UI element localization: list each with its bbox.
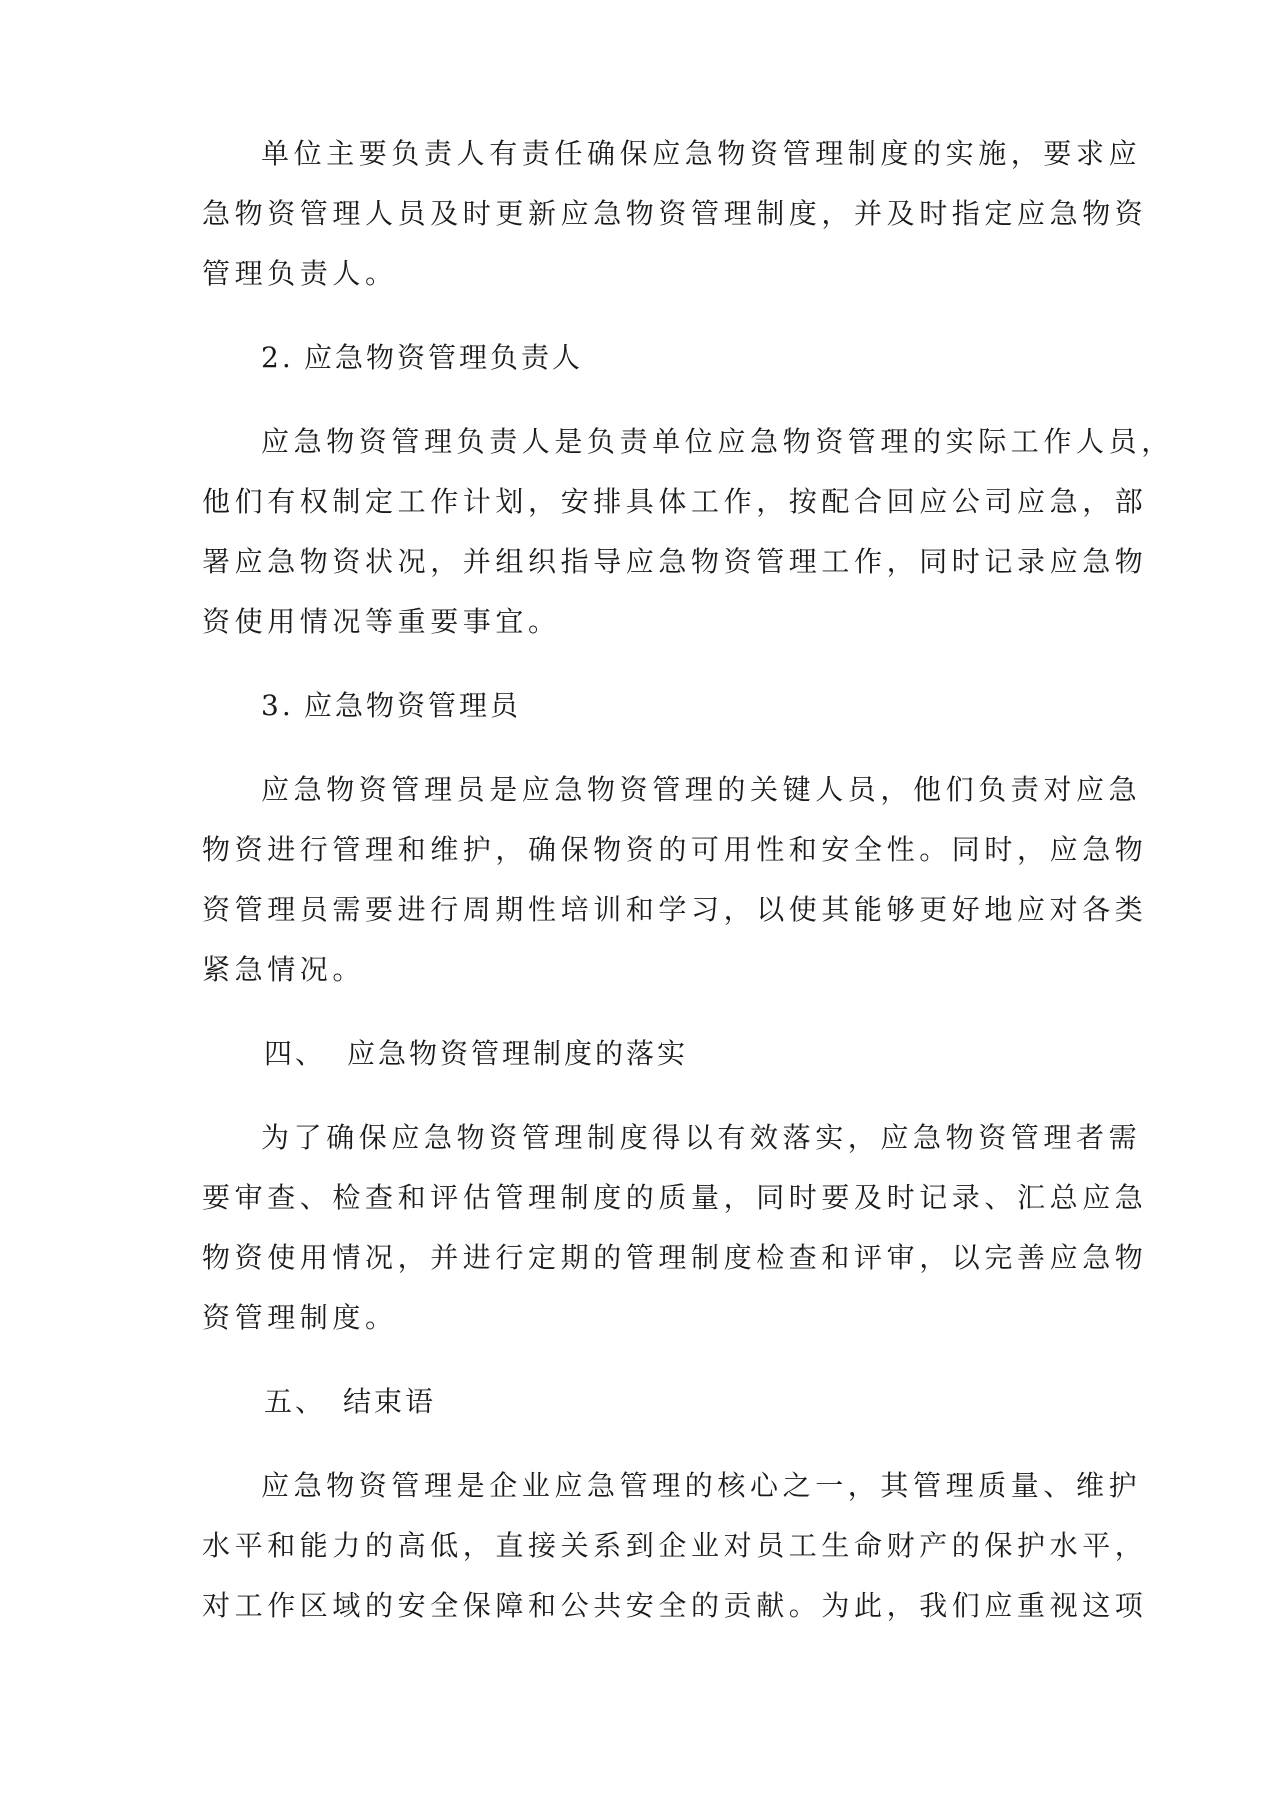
paragraph-2-line-2: 他们有权制定工作计划，安排具体工作，按配合回应公司应急，部	[202, 485, 1148, 518]
paragraph-4-line-3: 物资使用情况，并进行定期的管理制度检查和评审，以完善应急物	[202, 1241, 1148, 1274]
heading-3-title: 应急物资管理员	[304, 689, 522, 722]
paragraph-3-line-2: 物资进行管理和维护，确保物资的可用性和安全性。同时，应急物	[202, 833, 1148, 866]
paragraph-3-line-4: 紧急情况。	[202, 953, 366, 986]
paragraph-4-line-4: 资管理制度。	[202, 1301, 398, 1334]
heading-3-number: 3.	[261, 689, 294, 722]
paragraph-5-line-1: 应急物资管理是企业应急管理的核心之一，其管理质量、维护	[261, 1469, 1142, 1502]
heading-4-number: 四、	[264, 1037, 327, 1070]
paragraph-2-line-4: 资使用情况等重要事宜。	[202, 605, 561, 638]
heading-5-number: 五、	[264, 1385, 327, 1418]
paragraph-2-line-3: 署应急物资状况，并组织指导应急物资管理工作，同时记录应急物	[202, 545, 1148, 578]
paragraph-1-line-1: 单位主要负责人有责任确保应急物资管理制度的实施，要求应	[261, 137, 1142, 170]
heading-2-title: 应急物资管理负责人	[304, 341, 584, 374]
paragraph-3-line-3: 资管理员需要进行周期性培训和学习，以使其能够更好地应对各类	[202, 893, 1148, 926]
heading-5-title: 结束语	[343, 1385, 437, 1418]
paragraph-1-line-2: 急物资管理人员及时更新应急物资管理制度，并及时指定应急物资	[202, 197, 1148, 230]
paragraph-1-line-3: 管理负责人。	[202, 257, 398, 290]
paragraph-2-line-1: 应急物资管理负责人是负责单位应急物资管理的实际工作人员，	[261, 425, 1174, 458]
paragraph-5-line-2: 水平和能力的高低，直接关系到企业对员工生命财产的保护水平，	[202, 1529, 1148, 1562]
heading-4-title: 应急物资管理制度的落实	[347, 1037, 689, 1070]
paragraph-4-line-2: 要审查、检查和评估管理制度的质量，同时要及时记录、汇总应急	[202, 1181, 1148, 1214]
paragraph-3-line-1: 应急物资管理员是应急物资管理的关键人员，他们负责对应急	[261, 773, 1142, 806]
paragraph-4-line-1: 为了确保应急物资管理制度得以有效落实，应急物资管理者需	[261, 1121, 1142, 1154]
heading-2-number: 2.	[261, 341, 294, 374]
paragraph-5-line-3: 对工作区域的安全保障和公共安全的贡献。为此，我们应重视这项	[202, 1589, 1148, 1622]
